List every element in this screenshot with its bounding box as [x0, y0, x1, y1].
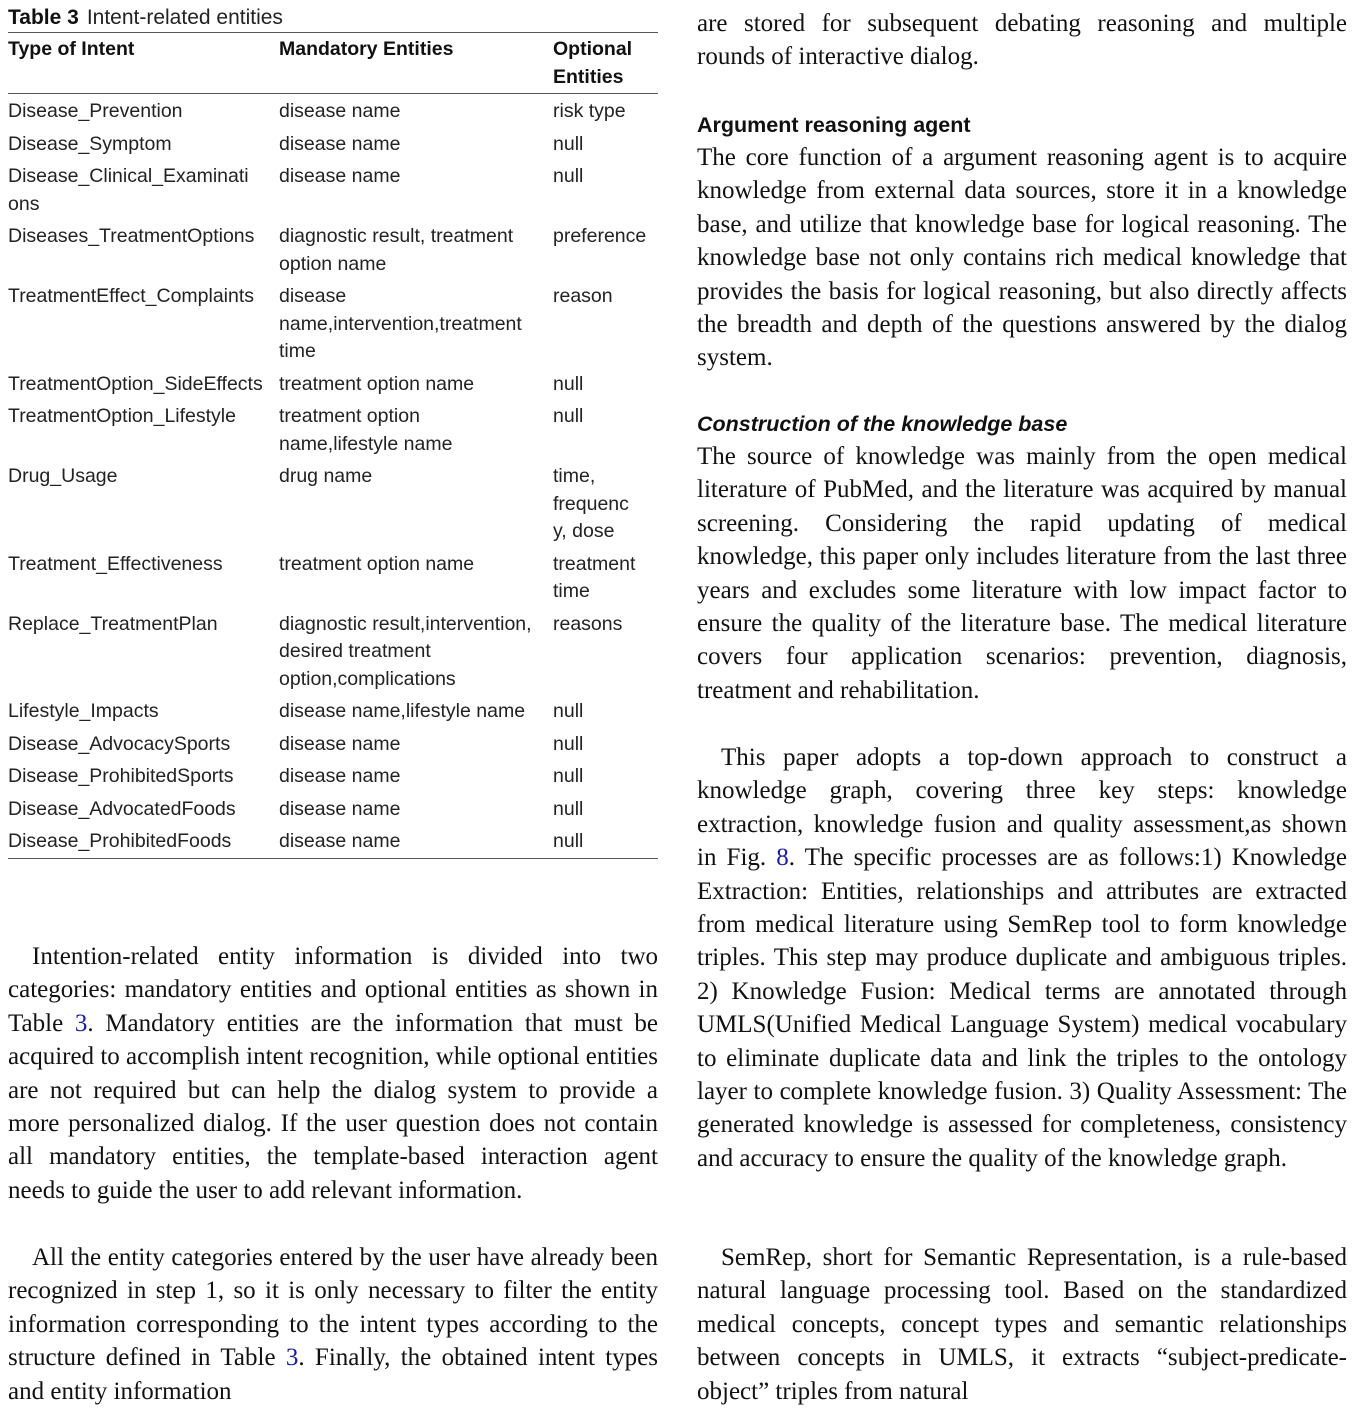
cell-intent: Disease_Clinical_Examinations	[8, 165, 249, 215]
cell-optional: risk type	[553, 100, 626, 122]
header-type-of-intent: Type of Intent	[8, 33, 279, 94]
cell-intent: Disease_ProhibitedSports	[8, 765, 234, 787]
cell-intent: Disease_Symptom	[8, 132, 172, 155]
paragraph-entity-filtering: All the entity categories entered by the user have already been recognized in step 1, so it is only necessary to filter the entity information corresponding to the intent types according to the structure defined in Table 3. Finally, the obtained intent types and entity information	[8, 1244, 658, 1405]
cell-intent: TreatmentEffect_Complaints	[8, 285, 255, 307]
cell-mandatory: disease name	[279, 797, 401, 820]
cell-mandatory: disease name,lifestyle name	[279, 700, 526, 722]
table-row	[8, 696, 658, 729]
table-row	[8, 369, 658, 402]
table-header-row	[8, 33, 658, 94]
table-row	[8, 161, 658, 221]
cell-mandatory: disease name	[279, 732, 401, 755]
table-caption-number: Table 3	[8, 6, 79, 29]
table-row	[8, 761, 658, 794]
paragraph-continuation: are stored for subsequent debating reasoning and multiple rounds of interactive dialog.	[697, 10, 1347, 71]
table-3-link[interactable]: 3	[285, 1344, 299, 1372]
cell-intent: Replace_TreatmentPlan	[8, 612, 218, 635]
cell-optional: null	[553, 700, 584, 722]
cell-optional: null	[553, 765, 584, 787]
table-row	[8, 129, 658, 162]
header-optional-entities: Optional Entities	[553, 33, 658, 94]
table-row	[8, 794, 658, 827]
cell-optional: null	[553, 797, 584, 820]
paragraph-top-down-approach: This paper adopts a top-down approach to construct a knowledge graph, covering three key steps: knowledge extraction, knowledge fusion and quality assessment,as shown in Fig. 8. The specific processes are as follows:1) Knowledge Extraction: Entities, relationships and attributes are extracted from medical literature using SemRep tool to form knowledge triples. This step may produce duplicate and ambiguous triples. 2) Knowledge Fusion: Medical terms are annotated through UMLS(Unified Medical Language System) medical vocabulary to eliminate duplicate data and link the triples to the ontology layer to complete knowledge fusion. 3) Quality Assessment: The generated knowledge is assessed for completeness, consistency and accuracy to ensure the quality of the knowledge graph.	[697, 744, 1348, 1172]
table-row	[8, 401, 658, 461]
paragraph-knowledge-source: The source of knowledge was mainly from the open medical literature of PubMed, and the literature was acquired by manual screening. Considering the rapid updating of medical knowledge, this paper only includes literature from the last three years and excludes some literature with low impact factor to ensure the quality of the literature base. The medical literature covers four application scenarios: prevention, diagnosis, treatment and rehabilitation.	[697, 443, 1347, 704]
cell-intent: Diseases_TreatmentOptions	[8, 225, 255, 247]
table-row	[8, 94, 658, 129]
table-row	[8, 826, 658, 858]
cell-intent: Disease_AdvocacySports	[8, 732, 231, 755]
cell-mandatory: disease name	[279, 165, 401, 187]
table-row	[8, 461, 658, 549]
cell-optional: null	[553, 132, 584, 155]
cell-intent: Lifestyle_Impacts	[8, 700, 159, 722]
paragraph-argument-agent: The core function of a argument reasoning agent is to acquire knowledge from external data sources, store it in a knowledge base, and utilize that knowledge base for logical reasoning. The knowledge base not only contains rich medical knowledge that provides the basis for logical reasoning, but also directly affects the breadth and depth of the questions answered by the dialog system.	[697, 144, 1347, 372]
table-3	[8, 4, 658, 859]
cell-optional: null	[553, 830, 584, 852]
subsection-heading-knowledge-base: Construction of the knowledge base	[697, 412, 1068, 436]
cell-mandatory: diagnostic result, treatment option name	[279, 225, 514, 275]
cell-mandatory: disease name,intervention,treatment time	[279, 285, 522, 362]
cell-mandatory: treatment option name,lifestyle name	[279, 405, 453, 455]
cell-mandatory: disease name	[279, 765, 401, 787]
intent-entities-table	[8, 32, 658, 859]
cell-optional: preference	[553, 225, 647, 247]
table-caption-title: Intent-related entities	[86, 6, 283, 29]
cell-intent: Disease_ProhibitedFoods	[8, 830, 232, 852]
cell-optional: reasons	[553, 612, 623, 635]
table-row	[8, 609, 658, 697]
cell-intent: TreatmentOption_Lifestyle	[8, 405, 236, 427]
table-caption	[8, 4, 658, 32]
table-row	[8, 729, 658, 762]
paragraph-entity-categories: Intention-related entity information is divided into two categories: mandatory entities and optional entities as shown in Table 3. Mandatory entities are the information that must be acquired to accomplish intent recognition, while optional entities are not required but can help the dialog system to provide a more personalized dialog. If the user question does not contain all mandatory entities, the template-based interaction agent needs to guide the user to add relevant information.	[8, 943, 658, 1204]
cell-mandatory: disease name	[279, 100, 401, 122]
cell-mandatory: drug name	[279, 465, 373, 487]
header-mandatory-entities: Mandatory Entities	[279, 33, 553, 94]
paragraph-semrep: SemRep, short for Semantic Representation, is a rule-based natural language processing tool. Based on the standardized medical concepts, concept types and semantic relationships between concepts in UMLS, it extracts “subject-predicate-object” triples from natural	[697, 1244, 1347, 1405]
cell-mandatory: treatment option name	[279, 372, 475, 395]
cell-optional: null	[553, 372, 584, 395]
cell-optional: null	[553, 405, 584, 427]
cell-mandatory: disease name	[279, 830, 401, 852]
cell-intent: TreatmentOption_SideEffects	[8, 372, 263, 395]
section-heading-argument-reasoning-agent: Argument reasoning agent	[697, 113, 971, 137]
cell-mandatory: diagnostic result,intervention, desired treatment option,complications	[279, 612, 532, 690]
cell-intent: Disease_AdvocatedFoods	[8, 797, 236, 820]
cell-intent: Drug_Usage	[8, 465, 118, 487]
cell-intent: Disease_Prevention	[8, 100, 183, 122]
cell-optional: treatment time	[553, 552, 636, 602]
cell-mandatory: treatment option name	[279, 552, 475, 575]
cell-intent: Treatment_Effectiveness	[8, 552, 223, 575]
cell-optional: time, frequency, dose	[553, 465, 629, 542]
table-3-link[interactable]: 3	[74, 1009, 88, 1037]
cell-optional: null	[553, 165, 584, 187]
table-row	[8, 281, 658, 369]
cell-optional: null	[553, 732, 584, 755]
table-row	[8, 221, 658, 281]
figure-8-link[interactable]: 8	[776, 844, 789, 872]
cell-optional: reason	[553, 285, 613, 307]
cell-mandatory: disease name	[279, 132, 401, 155]
table-row	[8, 549, 658, 609]
